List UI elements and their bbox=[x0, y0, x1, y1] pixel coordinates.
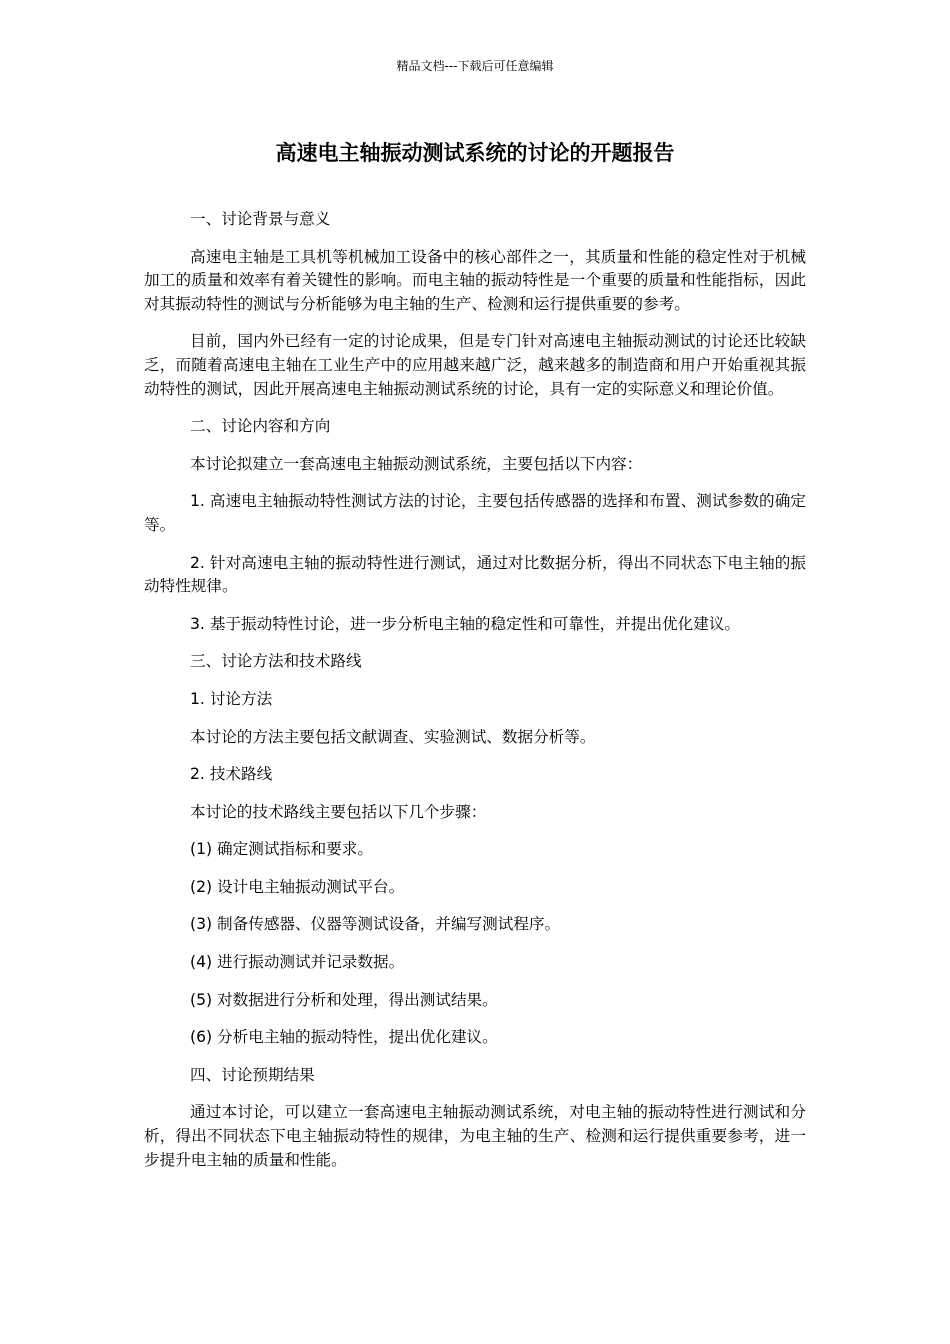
route-step-3: (3) 制备传感器、仪器等测试设备，并编写测试程序。 bbox=[190, 915, 561, 934]
paragraph-results: 通过本讨论，可以建立一套高速电主轴振动测试系统，对电主轴的振动特性进行测试和分析，得出不同状态下电主轴振动特性的规律，为电主轴的生产、检测和运行提供重要参考，进一步提升电主轴的质量和性能。 bbox=[144, 1103, 806, 1169]
section-heading-content: 二、讨论内容和方向 bbox=[190, 417, 331, 436]
route-step-1: (1) 确定测试指标和要求。 bbox=[190, 840, 373, 859]
paragraph-methods: 本讨论的方法主要包括文献调查、实验测试、数据分析等。 bbox=[190, 727, 596, 746]
route-step-5: (5) 对数据进行分析和处理，得出测试结果。 bbox=[190, 990, 498, 1009]
route-step-6: (6) 分析电主轴的振动特性，提出优化建议。 bbox=[190, 1028, 498, 1047]
route-step-4: (4) 进行振动测试并记录数据。 bbox=[190, 953, 405, 972]
content-item-1: 1. 高速电主轴振动特性测试方法的讨论，主要包括传感器的选择和布置、测试参数的确定等。 bbox=[144, 492, 806, 534]
paragraph-background: 高速电主轴是工具机等机械加工设备中的核心部件之一，其质量和性能的稳定性对于机械加工的质量和效率有着关键性的影响。而电主轴的振动特性是一个重要的质量和性能指标，因此对其振动特性的测试与分析能够为电主轴的生产、检测和运行提供重要的参考。 bbox=[144, 247, 806, 313]
document-title: 高速电主轴振动测试系统的讨论的开题报告 bbox=[275, 141, 675, 165]
header-note: 精品文档---下载后可任意编辑 bbox=[396, 59, 554, 73]
subheading-route: 2. 技术路线 bbox=[190, 765, 273, 784]
section-heading-results: 四、讨论预期结果 bbox=[190, 1065, 315, 1084]
content-item-2: 2. 针对高速电主轴的振动特性进行测试，通过对比数据分析，得出不同状态下电主轴的振动特性规律。 bbox=[144, 553, 806, 596]
content-item-3: 3. 基于振动特性讨论，进一步分析电主轴的稳定性和可靠性，并提出优化建议。 bbox=[190, 614, 741, 633]
paragraph-route-intro: 本讨论的技术路线主要包括以下几个步骤： bbox=[190, 802, 487, 821]
section-heading-methods: 三、讨论方法和技术路线 bbox=[190, 652, 362, 671]
section-heading-background: 一、讨论背景与意义 bbox=[190, 210, 331, 228]
route-step-2: (2) 设计电主轴振动测试平台。 bbox=[190, 877, 405, 896]
subheading-methods: 1. 讨论方法 bbox=[190, 689, 273, 708]
document-body bbox=[144, 208, 806, 1186]
paragraph-content-intro: 本讨论拟建立一套高速电主轴振动测试系统，主要包括以下内容： bbox=[190, 454, 643, 473]
paragraph-current-status: 目前，国内外已经有一定的讨论成果，但是专门针对高速电主轴振动测试的讨论还比较缺乏，而随着高速电主轴在工业生产中的应用越来越广泛，越来越多的制造商和用户开始重视其振动特性的测试，因此开展高速电主轴振动测试系统的讨论，具有一定的实际意义和理论价值。 bbox=[144, 332, 806, 398]
